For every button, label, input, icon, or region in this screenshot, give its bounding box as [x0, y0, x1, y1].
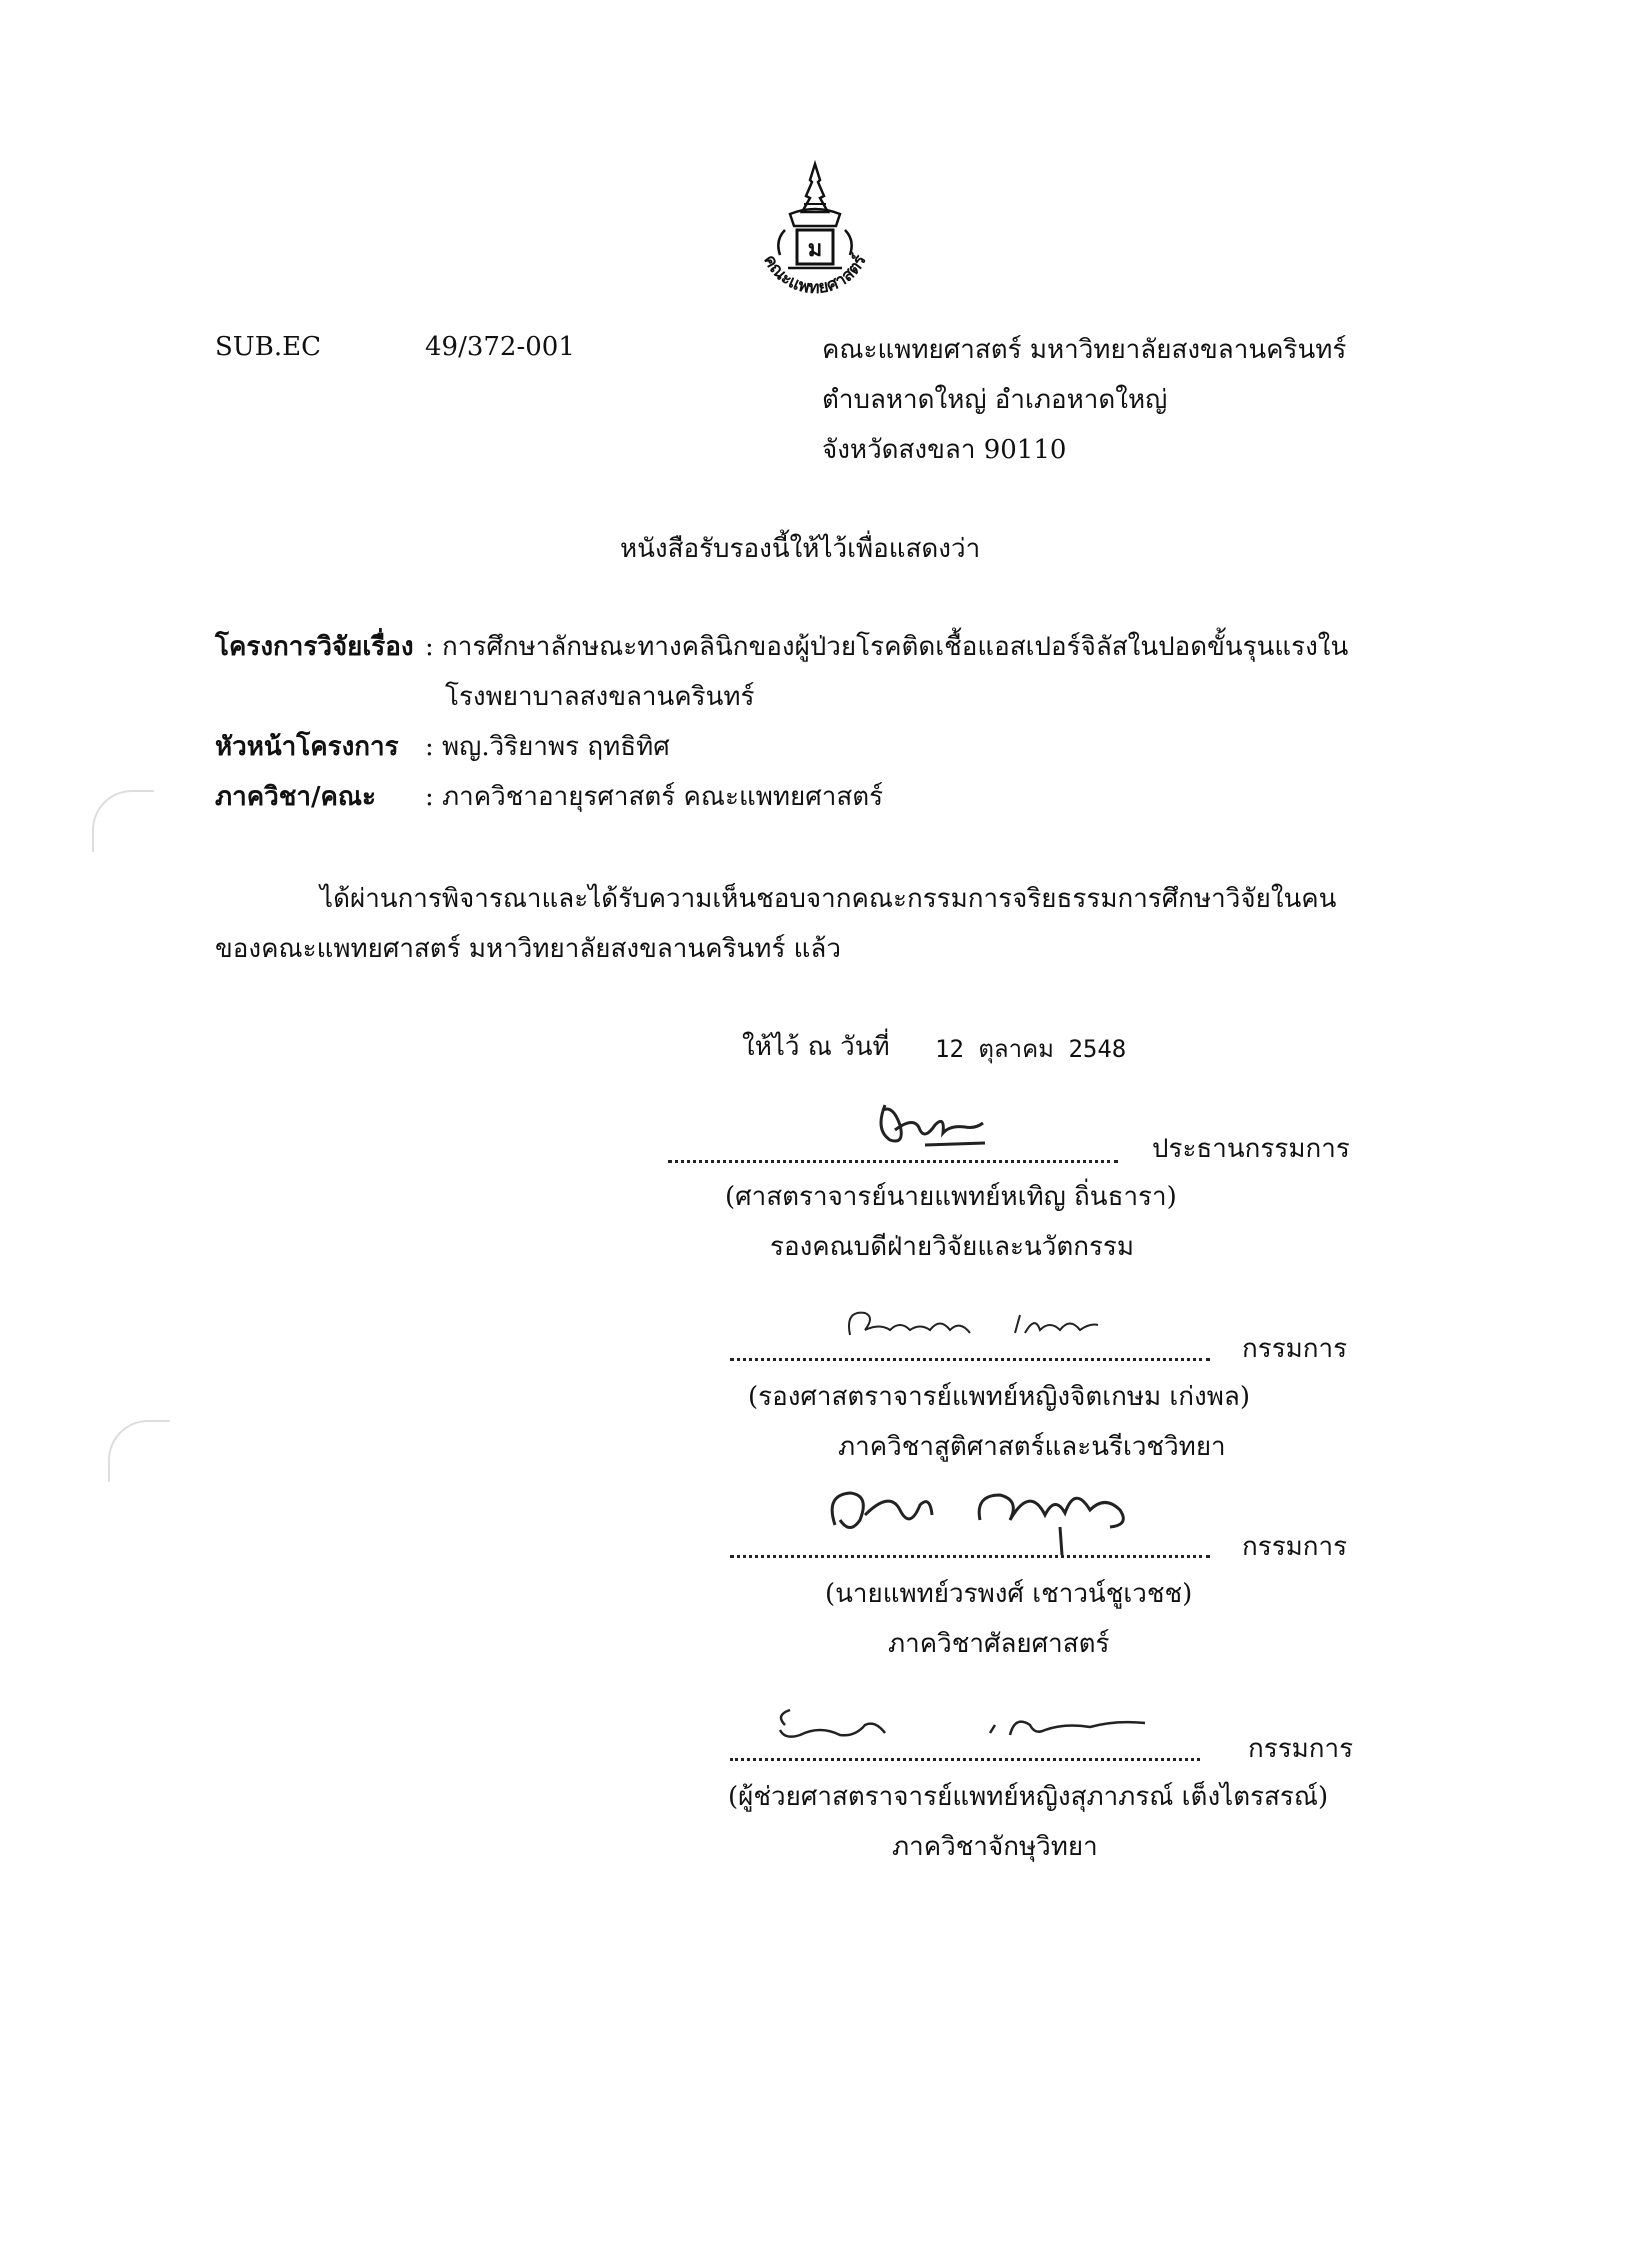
approval-statement-line1: ได้ผ่านการพิจารณาและได้รับความเห็นชอบจากคณะกรรมการจริยธรรมการศึกษาวิจัยในคน — [320, 884, 1337, 914]
handwritten-signature — [865, 1085, 995, 1155]
signatory-name: (นายแพทย์วรพงศ์ เชาวน์ชูเวชช) — [825, 1579, 1193, 1609]
address-line: ตำบลหาดใหญ่ อำเภอหาดใหญ่ — [822, 385, 1168, 415]
project-head-value: : พญ.วิริยาพร ฤทธิทิศ — [425, 732, 670, 762]
signature-line — [730, 1555, 1210, 1558]
project-title-value-continued: โรงพยาบาลสงขลานครินทร์ — [445, 682, 755, 712]
punch-hole-mark — [108, 1420, 170, 1482]
department-value: : ภาควิชาอายุรศาสตร์ คณะแพทยศาสตร์ — [425, 782, 884, 812]
signatory-name: (ผู้ช่วยศาสตราจารย์แพทย์หญิงสุภาภรณ์ เต็งไตรสรณ์) — [728, 1782, 1329, 1812]
issue-date-prefix: ให้ไว้ ณ วันที่ — [742, 1032, 890, 1062]
signatory-role: กรรมการ — [1242, 1334, 1348, 1364]
handwritten-signature — [840, 1295, 1140, 1355]
signatory-role: กรรมการ — [1242, 1532, 1348, 1562]
signatory-position: ภาควิชาศัลยศาสตร์ — [888, 1629, 1110, 1659]
handwritten-signature — [820, 1465, 1160, 1565]
issue-date-value: 12 ตุลาคม 2548 — [935, 1035, 1127, 1063]
signatory-role: ประธานกรรมการ — [1152, 1134, 1350, 1164]
address-line: จังหวัดสงขลา 90110 — [822, 435, 1067, 465]
signature-line — [668, 1160, 1118, 1163]
project-head-label: หัวหน้าโครงการ — [215, 732, 399, 762]
signatory-name: (รองศาสตราจารย์แพทย์หญิงจิตเกษม เก่งพล) — [748, 1382, 1250, 1412]
certificate-title: หนังสือรับรองนี้ให้ไว้เพื่อแสดงว่า — [620, 534, 981, 564]
signature-line — [730, 1758, 1200, 1761]
faculty-seal-logo — [740, 160, 890, 320]
address-line: คณะแพทยศาสตร์ มหาวิทยาลัยสงขลานครินทร์ — [822, 335, 1347, 365]
punch-hole-mark — [92, 790, 154, 852]
signatory-position: รองคณบดีฝ่ายวิจัยและนวัตกรรม — [770, 1232, 1135, 1262]
project-title-value: : การศึกษาลักษณะทางคลินิกของผู้ป่วยโรคติดเชื้อแอสเปอร์จิลัสในปอดขั้นรุนแรงใน — [425, 632, 1349, 662]
handwritten-signature — [745, 1695, 1155, 1765]
signatory-position: ภาควิชาสูติศาสตร์และนรีเวชวิทยา — [838, 1432, 1226, 1462]
svg-text:คณะแพทยศาสตร์: คณะแพทยศาสตร์ — [759, 251, 871, 299]
reference-number: 49/372-001 — [425, 332, 575, 362]
signatory-position: ภาควิชาจักษุวิทยา — [892, 1832, 1098, 1862]
department-label: ภาควิชา/คณะ — [215, 782, 376, 812]
project-title-label: โครงการวิจัยเรื่อง — [215, 632, 414, 662]
reference-code: SUB.EC — [215, 332, 321, 362]
signature-line — [730, 1358, 1210, 1361]
svg-text:ม: ม — [807, 236, 823, 262]
signatory-name: (ศาสตราจารย์นายแพทย์หเทิญ ถิ่นธารา) — [725, 1182, 1177, 1212]
approval-statement-line2: ของคณะแพทยศาสตร์ มหาวิทยาลัยสงขลานครินทร์ แล้ว — [215, 934, 841, 964]
signatory-role: กรรมการ — [1248, 1734, 1354, 1764]
